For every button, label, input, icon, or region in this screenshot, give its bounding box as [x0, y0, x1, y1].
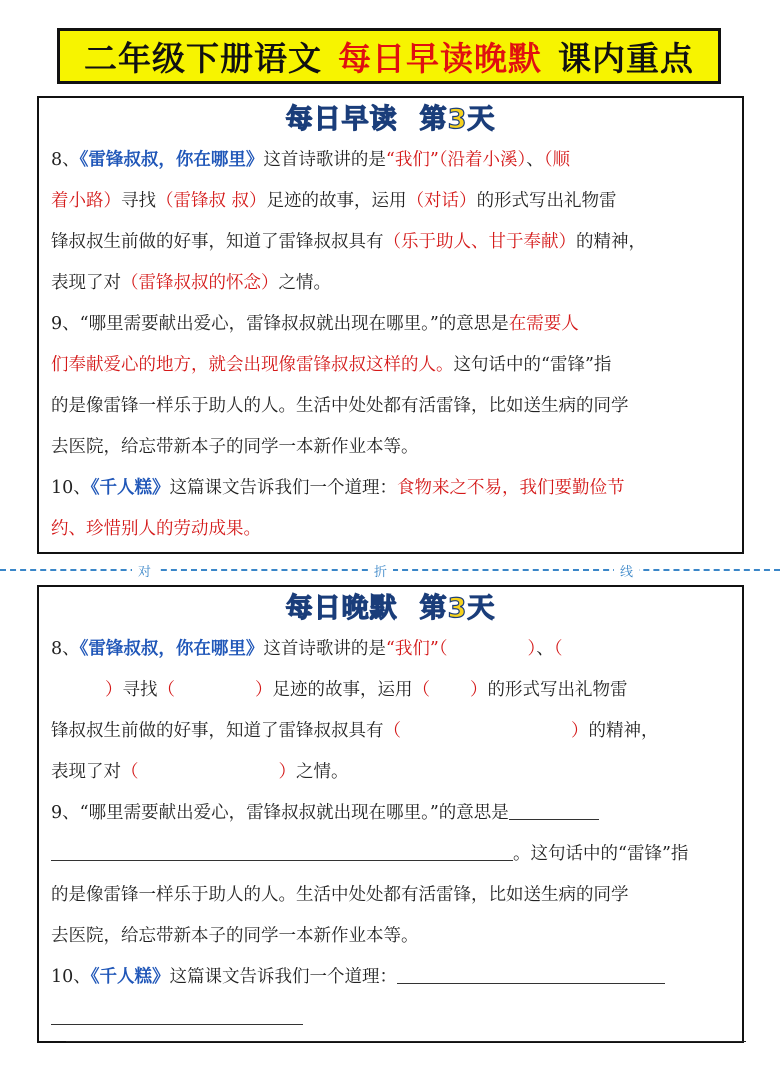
- text: 的形式写出礼物雷: [476, 191, 617, 211]
- text: 这句话中的“雷锋”指: [453, 355, 612, 375]
- text: 、: [536, 639, 554, 659]
- text: 足迹的故事，运用: [272, 680, 413, 700]
- text: 锋叔叔生前做的好事，知道了雷锋叔叔具有: [51, 721, 384, 741]
- morning-q10-line1: [51, 468, 732, 509]
- answer: （对话）: [406, 191, 477, 211]
- morning-title-text: 每日早读: [285, 104, 398, 135]
- answer: 在需要人: [508, 314, 579, 334]
- page-banner: [57, 28, 721, 84]
- blank-open-paren: （: [412, 680, 430, 700]
- morning-day: 第3天: [419, 104, 496, 135]
- text: 足迹的故事，运用: [266, 191, 407, 211]
- morning-q9-line3: [51, 386, 732, 427]
- blank-open-paren: （: [121, 762, 139, 782]
- evening-day: 第3天: [419, 593, 496, 624]
- text: 锋叔叔生前做的好事，知道了雷锋叔叔具有: [51, 232, 384, 252]
- evening-q10-line1: [51, 957, 732, 998]
- morning-q8-line1: [51, 140, 732, 181]
- evening-title: [39, 589, 742, 629]
- answer: 约、珍惜别人的劳动成果。: [51, 519, 261, 539]
- banner-practice-title: 每日早读晚默: [338, 38, 542, 78]
- question-number: 9、: [51, 314, 80, 334]
- text: 去医院，给忘带新本子的同学一本新作业本等。: [51, 926, 419, 946]
- answer: （顺: [543, 150, 571, 170]
- evening-q9-line1: [51, 793, 732, 834]
- lesson-title: 《雷锋叔叔，你在哪里》: [79, 639, 264, 659]
- text: 的精神，: [576, 232, 646, 252]
- answer-underline[interactable]: [51, 1004, 303, 1025]
- fold-line: [0, 563, 780, 580]
- text: 寻找: [122, 680, 158, 700]
- text: 的精神，: [588, 721, 659, 741]
- evening-q8-line4: [51, 752, 732, 793]
- text: 去医院，给忘带新本子的同学一本新作业本等。: [51, 437, 419, 457]
- text: 这篇课文告诉我们一个道理：: [169, 478, 398, 498]
- blank-open-paren: （: [553, 639, 563, 659]
- banner-grade-subject: 二年级下册语文: [84, 38, 322, 78]
- blank-close-paren: ）: [278, 762, 296, 782]
- lesson-title: 《雷锋叔叔，你在哪里》: [79, 150, 264, 170]
- evening-q9-line4: [51, 916, 732, 957]
- blank-open-paren: （: [383, 721, 401, 741]
- evening-recitation-box: [37, 585, 744, 1043]
- lesson-title: 《千人糕》: [90, 967, 170, 987]
- answer: 食物来之不易，我们要勤俭节: [397, 478, 625, 498]
- evening-q8-line2: [51, 670, 732, 711]
- morning-q9-line2: [51, 345, 732, 386]
- question-number: 10、: [51, 478, 91, 498]
- answer: “我们”: [385, 639, 439, 659]
- banner-key-points: 课内重点: [558, 38, 694, 78]
- morning-reading-box: [37, 96, 744, 554]
- answer: 们奉献爱心的地方，就会出现像雷锋叔叔这样的人。: [51, 355, 454, 375]
- answer: （雷锋叔叔的怀念）: [121, 273, 279, 293]
- question-number: 8、: [51, 639, 80, 659]
- text: 的形式写出礼物雷: [487, 680, 628, 700]
- morning-q8-line3: [51, 222, 732, 263]
- blank-close-paren: ）: [105, 680, 123, 700]
- blank-close-paren: ）: [527, 639, 537, 659]
- fold-label-2: 折: [368, 561, 393, 580]
- answer-underline[interactable]: [397, 963, 665, 984]
- answer: “我们”: [385, 150, 439, 170]
- lesson-title: 《千人糕》: [90, 478, 170, 498]
- evening-title-text: 每日晚默: [285, 593, 398, 624]
- blank-close-paren: ）: [255, 680, 273, 700]
- evening-q9-line3: [51, 875, 732, 916]
- morning-q10-line2: [51, 509, 732, 550]
- text: “哪里需要献出爱心，雷锋叔叔就出现在哪里。”的意思是: [79, 803, 509, 823]
- evening-q8-line1: [51, 629, 732, 670]
- answer: （雷锋叔 叔）: [156, 191, 267, 211]
- blank-open-paren: （: [438, 639, 448, 659]
- answer-underline[interactable]: [51, 840, 513, 861]
- text: 表现了对: [51, 273, 121, 293]
- evening-q9-line2: [51, 834, 732, 875]
- morning-q9-line1: [51, 304, 732, 345]
- morning-q9-line4: [51, 427, 732, 468]
- fold-label-1: 对: [132, 561, 157, 580]
- bottom-rule: [66, 1041, 746, 1042]
- morning-content: [39, 140, 742, 550]
- fold-label-3: 线: [614, 561, 639, 580]
- answer: （乐于助人、甘于奉献）: [383, 232, 576, 252]
- answer: （沿着小溪）: [438, 150, 527, 170]
- text: 、: [526, 150, 544, 170]
- morning-title: [39, 100, 742, 140]
- question-number: 10、: [51, 967, 91, 987]
- text: 。这句话中的“雷锋”指: [513, 844, 689, 864]
- evening-q10-line2: [51, 998, 732, 1039]
- text: 这篇课文告诉我们一个道理：: [169, 967, 398, 987]
- text: 的是像雷锋一样乐于助人的人。生活中处处都有活雷锋，比如送生病的同学: [51, 885, 629, 905]
- text: “哪里需要献出爱心，雷锋叔叔就出现在哪里。”的意思是: [79, 314, 509, 334]
- text: 之情。: [296, 762, 349, 782]
- answer: 着小路）: [51, 191, 121, 211]
- blank-open-paren: （: [157, 680, 175, 700]
- blank-close-paren: ）: [571, 721, 589, 741]
- text: 表现了对: [51, 762, 121, 782]
- answer-underline[interactable]: [509, 799, 599, 820]
- text: 这首诗歌讲的是: [263, 150, 386, 170]
- evening-q8-line3: [51, 711, 732, 752]
- evening-content: [39, 629, 742, 1039]
- question-number: 8、: [51, 150, 80, 170]
- blank-close-paren: ）: [470, 680, 488, 700]
- question-number: 9、: [51, 803, 80, 823]
- text: 的是像雷锋一样乐于助人的人。生活中处处都有活雷锋，比如送生病的同学: [51, 396, 629, 416]
- text: 这首诗歌讲的是: [263, 639, 386, 659]
- morning-q8-line2: [51, 181, 732, 222]
- text: 之情。: [278, 273, 331, 293]
- morning-q8-line4: [51, 263, 732, 304]
- text: 寻找: [121, 191, 156, 211]
